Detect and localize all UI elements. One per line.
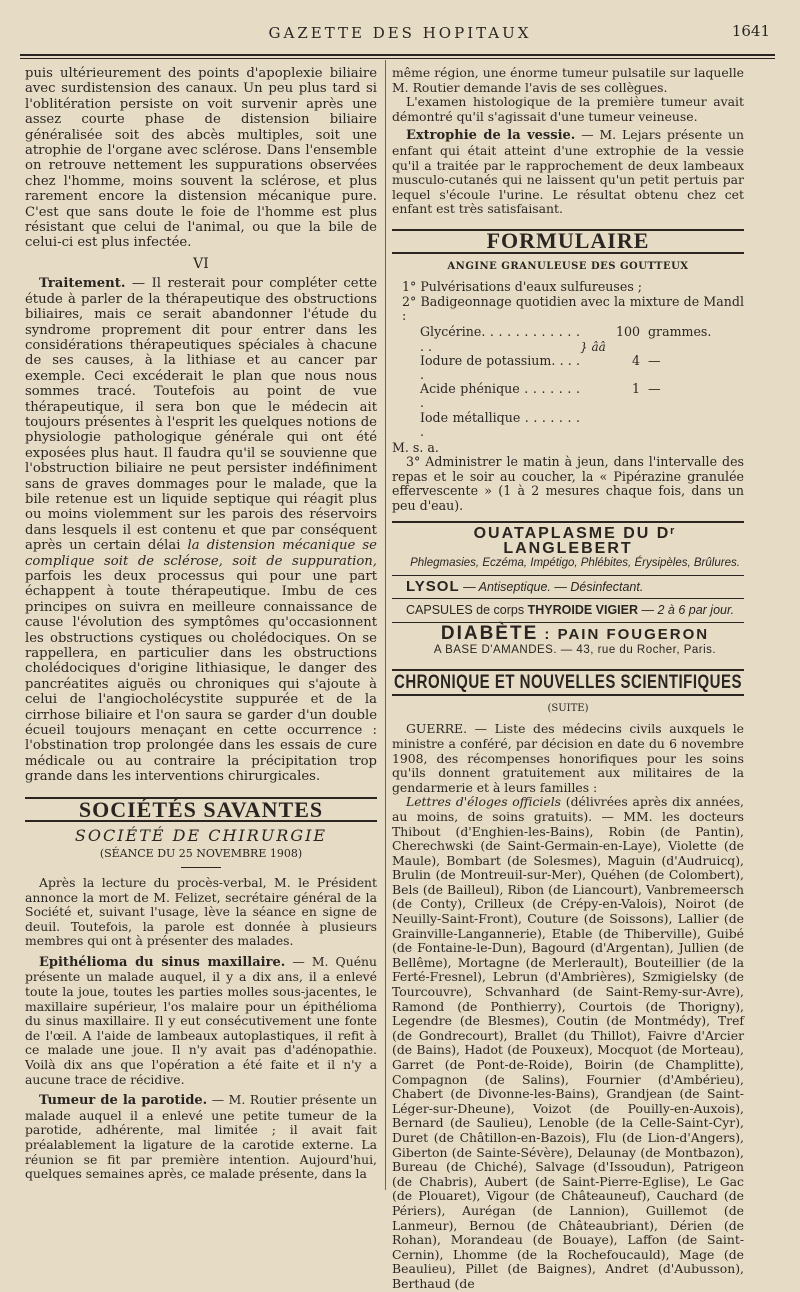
ad-diabete	[392, 622, 744, 657]
ad-lysol-text: — Antiseptique. — Désinfectant.	[459, 579, 644, 594]
tumor-continuation: même région, une énorme tumeur pulsatile sur laquelle M. Routier demande l'avis de ses collègues.	[392, 65, 744, 95]
lettres-paragraph	[392, 795, 744, 1291]
short-divider	[181, 867, 221, 868]
ingredient-row: Iode métallique . . . . . . . .	[420, 409, 580, 439]
recipe-title: ANGINE GRANULEUSE DES GOUTTEUX	[447, 260, 689, 272]
ad-ouataplasme-sub: Phlegmasies, Eczéma, Impétigo, Phlébites, Érysipèles, Brûlures.	[410, 557, 740, 570]
recipe-msa: M. s. a.	[392, 439, 439, 455]
treatment-italic: la distension mécanique se complique soit de sclérose, soit de suppuration,	[25, 538, 377, 569]
epithelioma-text: — M. Quénu présente un malade auquel, il y a dix ans, il a enlevé toute la joue, toutes les parties molles sous-jacentes, le maxillaire supérieur, l'os malaire pour un épithélioma du sinus maxillaire. Il y eut consécutivement une fonte de l'œil. A l'aide de lambeaux autoplastiques, il refit à ce malade une joue. Il n'y avait pas d'adénopathie. Voilà dix ans que l'opération a été faite et il n'y a aucune trace de récidive.	[25, 953, 377, 1087]
chronique-header-box	[392, 669, 744, 696]
ingredient-row: Glycérine. . . . . . . . . . . . . . 100 grammes.	[420, 324, 712, 354]
recipe-step-1: 1° Pulvérisations d'eaux sulfureuses ;	[402, 279, 643, 295]
recipe-step-3: 3° Administrer le matin à jeun, dans l'intervalle des repas et le soir au coucher, la « Pipérazine granulée effervescente » (1 à 2 mesures chaque fois, dans un peu d'eau).	[392, 454, 744, 513]
ad-capsules: CAPSULES de corps THYROIDE VIGIER — 2 à 6 par jour.	[406, 603, 735, 618]
section-number: VI	[193, 255, 209, 272]
extrophie-paragraph	[392, 128, 744, 217]
recipe-step-2: 2° Badigeonnage quotidien avec la mixture de Mandl :	[402, 293, 744, 323]
chronique-suite: (SUITE)	[547, 702, 589, 714]
ingredient-list	[392, 325, 744, 439]
page-header	[20, 22, 780, 50]
ad-lysol-brand: LYSOL	[406, 577, 460, 595]
page-number: 1641	[731, 22, 770, 40]
guerre-text: — Liste des médecins civils auxquels le ministre a conféré, par décision en date du 6 novembre 1908, des récompenses honorifiques pour les soins qu'ils donnent gratuitement aux militaires de la gendarmerie et à leurs familles :	[392, 721, 744, 795]
ad-rule	[392, 521, 744, 523]
formulaire-header-box	[392, 229, 744, 254]
chronique-title: CHRONIQUE ET NOUVELLES SCIENTIFIQUES	[393, 671, 743, 694]
treatment-paragraph	[25, 276, 377, 784]
ad-diabete-sub: A BASE D'AMANDES. — 43, rue du Rocher, Paris.	[433, 643, 717, 656]
ad-divider	[392, 598, 744, 599]
parotide-text: — M. Routier présente un malade auquel il a enlevé une petite tumeur de la parotide, adhérente, mal limitée ; il avait fait préalablement la ligature de la carotide externe. La réunion se fit par première intention. Aujourd'hui, quelques semaines après, ce malade présente, dans la	[25, 1092, 377, 1182]
ad-ouataplasme	[392, 527, 744, 571]
formulaire-title: FORMULAIRE	[486, 227, 650, 253]
column-divider	[385, 60, 386, 1190]
parotide-paragraph	[25, 1093, 377, 1182]
ad-diabete-title: DIABÈTE : PAIN FOUGERON	[440, 622, 710, 644]
session-date: (SÉANCE DU 25 NOVEMBRE 1908)	[99, 846, 303, 860]
session-opening: Après la lecture du procès-verbal, M. le Président annonce la mort de M. Felizet, secrétaire général de la Société et, suivant l'usage, lève la séance en signe de deuil. Toutefois, la parole est donnée à plusieurs membres qui ont à présenter des malades.	[25, 874, 377, 949]
lettres-heading: Lettres d'éloges officiels	[406, 794, 562, 810]
guerre-heading: GUERRE.	[406, 721, 468, 737]
guerre-paragraph	[392, 722, 744, 795]
brace-aa: } ââ	[580, 340, 606, 355]
ad-ouataplasme-title: OUATAPLASME DU Dʳ LANGLEBERT	[473, 525, 677, 557]
society-name: SOCIÉTÉ DE CHIRURGIE	[74, 826, 328, 846]
treatment-text-2: parfois les deux processus qui pour une part échappent à toute thérapeutique. Imbu de ces principes on suivra en meilleure connaissance de cause l'évolution des symptômes qu'occasionnent les obstructions cystiques ou cholédociques. On se rappellera, en particulier dans les obstructions cholédociques d'origine lithiasique, le danger des pancréatites aiguës ou chroniques qui s'ajoute à celui de l'angiocholécystite suppurée et de la cirrhose biliaire et l'on saura se garder d'un double écueil toujours menaçant en cette occurrence : l'obstination trop prolongée dans les essais de cure médicale ou au contraire la précipitation trop grande dans les interventions chirurgicales.	[25, 569, 377, 785]
article-continuation: puis ultérieurement des points d'apoplexie biliaire avec surdistension des canaux. Un peu plus tard si l'oblitération persiste on voit survenir après une assez courte phase de distension biliaire généralisée soit des abcès multiples, soit une atrophie de l'organe avec sclérose. Dans l'ensemble on retrouve nettement les suppurations observées chez l'homme, moins souvent la sclérose, et plus rarement encore la distension mécanique pure. C'est que sans doute le foie de l'homme est plus résistant que celui de l'animal, ou que la bile de celui-ci est plus infectée.	[25, 66, 377, 251]
ingredient-row: Iodure de potassium. . . . . 4 —	[420, 352, 661, 382]
left-column	[25, 66, 377, 1182]
ad-lysol	[392, 577, 744, 595]
lettres-text: (délivrées après dix années, au moins, de soins gratuits). — MM. les docteurs Thibout (d'Enghien-les-Bains), Robin (de Pantin), Cherechwski (de Saint-Germain-en-Laye), Violette (de Maule), Bombart (de Solesmes), Maguin (d'Audruicq), Brulin (de Montreuil-sur-Mer), Quéhen (de Colombert), Bels (de Bailleul), Ribon (de Liancourt), Vanbremeersch (de Conty), Crilleux (de Crépy-en-Valois), Noirot (de Neuilly-Saint-Front), Couture (de Soissons), Lallier (de Grainville-Langannerie), Etable (de Thiberville), Guibé (de Fontaine-le-Dun), Bagourd (d'Argentan), Jullien (de Bellême), Mortagne (de Merlerault), Bouteillier (de la Ferté-Fresnel), Lebrun (d'Ambrières), Szmigielsky (de Tourcouvre), Schvanhard (de Saint-Remy-sur-Avre), Ramond (de Ponthierry), Courtois (de Thorigny), Legendre (de Blesmes), Coutin (de Montmédy), Tref (de Gondrecourt), Brallet (du Thillot), Faivre d'Arcier (de Bains), Hadot (de Pouxeux), Mocquot (de Morteau), Garret (de Pont-de-Roide), Boirin (de Champlitte), Compagnon (de Salins), Fournier (d'Ambérieu), Chabert (de Divonne-les-Bains), Grandjean (de Saint-Léger-sur-Dheune), Voizot (de Pouilly-en-Auxois), Bernard (de Saulieu), Lenoble (de la Celle-Saint-Cyr), Duret (de Châtillon-en-Bazois), Flu (de Lion-d'Angers), Giberton (de Sainte-Sévère), Delaunay (de Montbazon), Bureau (de Chiché), Salvage (d'Issoudun), Patrigeon (de Chabris), Aubert (de Saint-Pierre-Eglise), Le Gac (de Plouaret), Vigour (de Châteauneuf), Cauchard (de Périers), Aurégan (de Lannion), Guillemot (de Lanmeur), Bernou (de Châteaubriant), Dérien (de Rohan), Morandeau (de Bouaye), Laffon (de Saint-Cernin), Lhomme (de la Rochefoucauld), Mage (de Beaulieu), Pillet (de Baignes), Andret (d'Aubusson), Berthaud (de	[392, 794, 744, 1291]
societes-title: SOCIÉTÉS SAVANTES	[78, 796, 324, 822]
ad-divider	[392, 575, 744, 576]
treatment-heading: Traitement.	[39, 276, 126, 292]
extrophie-text: — M. Lejars présente un enfant qui était atteint d'une extrophie de la vessie qu'il a traitée par le rapprochement de deux lambeaux musculo-cutanés qui ne laissent qu'un petit pertuis par lequel s'écoule l'urine. Le résultat obtenu chez cet enfant est très satisfaisant.	[392, 127, 745, 217]
parotide-heading: Tumeur de la parotide.	[39, 1093, 208, 1109]
histology-paragraph: L'examen histologique de la première tumeur avait démontré qu'il s'agissait d'une tumeur veineuse.	[392, 94, 744, 124]
epithelioma-paragraph	[25, 955, 377, 1087]
ingredient-row: Acide phénique . . . . . . . . 1 —	[420, 381, 661, 411]
right-column	[392, 66, 744, 1292]
ad-capsules-brand: THYROIDE VIGIER	[527, 603, 639, 618]
treatment-text-1: — Il resterait pour compléter cette étude à parler de la thérapeutique des obstructions biliaires, mais ce serait abandonner l'étude du syndrome proprement dit pour entrer dans les considérations thérapeutiques spéciales à chacune de ses causes, à la lithiase et au cancer par exemple. Ceci excéderait le plan que nous nous sommes tracé. Toutefois au point de vue thérapeutique, il sera bon que le médecin ait toujours présentes à l'esprit les quelques notions de physiologie pathologique générale qui ont été exposées plus haut. Il faudra qu'il se souvienne que l'obstruction biliaire ne peut persister indéfiniment sans de graves dommages pour le malade, que la bile retenue est un liquide septique qui réagit plus ou moins violemment sur les parois des réservoirs dans lesquels il est contenu et que par conséquent après un certain délai	[25, 276, 377, 554]
extrophie-heading: Extrophie de la vessie.	[406, 128, 576, 144]
journal-title: GAZETTE DES HOPITAUX	[268, 24, 532, 42]
societes-header-box	[25, 797, 377, 822]
header-rule	[20, 54, 775, 59]
epithelioma-heading: Epithélioma du sinus maxillaire.	[39, 954, 286, 970]
